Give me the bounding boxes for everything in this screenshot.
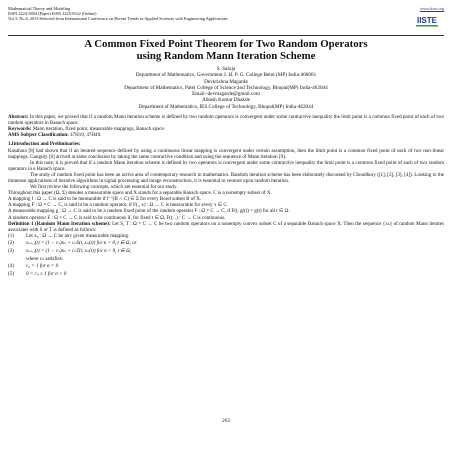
definition-1-text: Let S, T : Ω × C → C be two random operators on a nonempty convex subset C of a separable Banach space X. Then the sequence {xₙ} of random Mann iterates associates with S or T is defined as follows: <box>8 220 444 233</box>
ams-label: AMS Subject Classification: <box>8 132 69 139</box>
equation-expr: xₙ₊₁(t) = (1 − cₙ)xₙ + cₙS(t, xₙ(t)) for n > 0, t ∈ Ω, or <box>26 240 137 247</box>
definition-1-label: Definition 1 (Random Mann Iteration scheme): <box>8 220 111 227</box>
definition-paragraph-5: A random operator F : Ω × C → C is said to be continuous if, for fixed t ∈ Ω, F(t, .) : C → C is continuous. <box>8 214 226 221</box>
equation-row <box>8 248 444 256</box>
definition-1 <box>8 221 444 233</box>
equation-number: (5) <box>8 270 14 277</box>
equation-expr: 0 < cₙ ≤ 1 for n > 0 <box>26 270 67 277</box>
iiste-logo-icon <box>414 13 440 29</box>
paper-page <box>8 6 444 446</box>
keywords-text: Mann iteration, fixed point, measurable mappings, Banach space. <box>31 126 165 133</box>
equation-row <box>8 240 444 248</box>
author-email: Email:-devmagarde@gmail.com <box>192 91 260 98</box>
page-number: 263 <box>222 418 230 424</box>
intro-paragraph-1: Kasahara [8] had shown that if an iterated sequence defined by using a continuous linear mapping is convergent under certain assumption, then the limit point is a common fixed point of each of two non-linear mappings. Ganguly [6] arrived at same conclusion by taking the same contractive condition and using the sequence of Mann iteration [9]. <box>8 147 444 160</box>
author-2: Devkrishna Magarde <box>204 78 248 85</box>
equation-expr: Let x₀ : Ω → C be any given measurable mapping. <box>26 232 130 239</box>
equation-number: (3) <box>8 248 14 255</box>
equation-row <box>8 263 444 271</box>
affiliation-1: Department of Mathematics, Government J. H. P. G. College Betul (MP) India-460001 <box>135 72 317 79</box>
definition-paragraph-4: A measurable mapping g : Ω → C is said to be a random fixed point of the random operator F : Ω × C → C, if F(t, g(t)) = g(t) for all t ∈ Ω. <box>8 208 290 215</box>
ams-classification <box>8 132 444 138</box>
abstract-label: Abstract: <box>8 114 29 121</box>
ams-text: 47H10, 47H40. <box>68 132 102 139</box>
header-divider <box>8 35 444 36</box>
author-1: S. Saluja <box>216 66 236 72</box>
title-line-1: A Common Fixed Point Theorem for Two Random Operators <box>84 38 368 50</box>
journal-volume: Vol.3, No.6, 2013-Selected from International Conference on Recent Trends in Applied Sciences with Engineering Applications <box>8 16 228 22</box>
definition-paragraph-2: A mapping f : Ω → C is said to be measurable if f⁻¹(B ∩ C) ∈ Σ for every Borel subset B of X. <box>8 196 202 203</box>
affiliation-2: Department of Mathematics, Patel College of Science and Technology, Bhopal(MP) India-462044 <box>124 84 328 91</box>
definition-paragraph-3: A mapping F : Ω × C → C, is said to be a random operator, if F(., x) : Ω → C is measurable for every x ∈ C. <box>8 202 229 209</box>
equation-expr: c₀ = 1 for n = 0 <box>26 263 59 270</box>
equation-expr: xₙ₊₁(t) = (1 − cₙ)xₙ + cₙT(t, xₙ(t)) for n > 0, t ∈ Ω, <box>26 248 132 255</box>
intro-paragraph-2: In this note, it is proved that if a random Mann iteration scheme is defined by two operators is convergent under some contractive inequality the limit point is a common fixed point of each of two random operators in a Banach space. <box>8 159 444 172</box>
equation-expr: where cₙ satisfies: <box>26 255 64 262</box>
intro-paragraph-4: We first review the following concepts, which are essential for our study. <box>30 184 178 191</box>
journal-header <box>8 6 444 38</box>
paper-body <box>8 114 444 278</box>
equation-number: (1) <box>8 232 14 239</box>
title-line-2: using Random Mann Iteration Scheme <box>136 49 316 62</box>
affiliation-3: Department of Mathematics, IES College of Technology, Bhopal(MP) India-462044 <box>138 103 314 110</box>
abstract-text: In this paper, we proved that if a random Mann iteration scheme is defined by two random operators is convergent under some contractive inequality the limit point is a common fixed point of each of two random operators in Banach space. <box>8 114 444 127</box>
logo-text: IISTE <box>416 16 438 25</box>
equation-row <box>8 271 444 279</box>
intro-paragraph-3: The study of random fixed point has been an active area of contemporary research in mathematics. Random iteration scheme has been elaborately discussed by Choudhury ([1], [2], [3], [4]). Looking to the immense applications of iterative algorithms in signal processing and image reconstruction, it is essential to venture upon random iteration. <box>8 171 444 185</box>
journal-issn: ISSN 2224-5804 (Paper) ISSN 2225-0522 (Online) <box>8 11 97 17</box>
journal-name: Mathematical Theory and Modeling <box>8 6 71 11</box>
equation-list <box>8 233 444 279</box>
equation-number: (2) <box>8 240 14 247</box>
equation-row <box>8 256 444 264</box>
journal-info <box>8 6 338 22</box>
definition-paragraph-1: Throughout this paper (Ω, Σ) denotes a measurable space and X stands for a separable Banach space. C is a nonempty subset of X. <box>8 190 272 197</box>
keywords-label: Keywords: <box>8 126 32 133</box>
abstract <box>8 114 444 126</box>
equation-number: (4) <box>8 263 14 270</box>
paper-title <box>8 39 444 62</box>
journal-url-block <box>384 6 444 11</box>
author-block <box>8 66 444 110</box>
section-heading: 1.Introduction and Preliminaries: <box>8 141 81 148</box>
author-3: Alkesh Kumar Dhakde <box>202 97 250 104</box>
journal-url-link[interactable]: www.iiste.org <box>420 6 444 11</box>
